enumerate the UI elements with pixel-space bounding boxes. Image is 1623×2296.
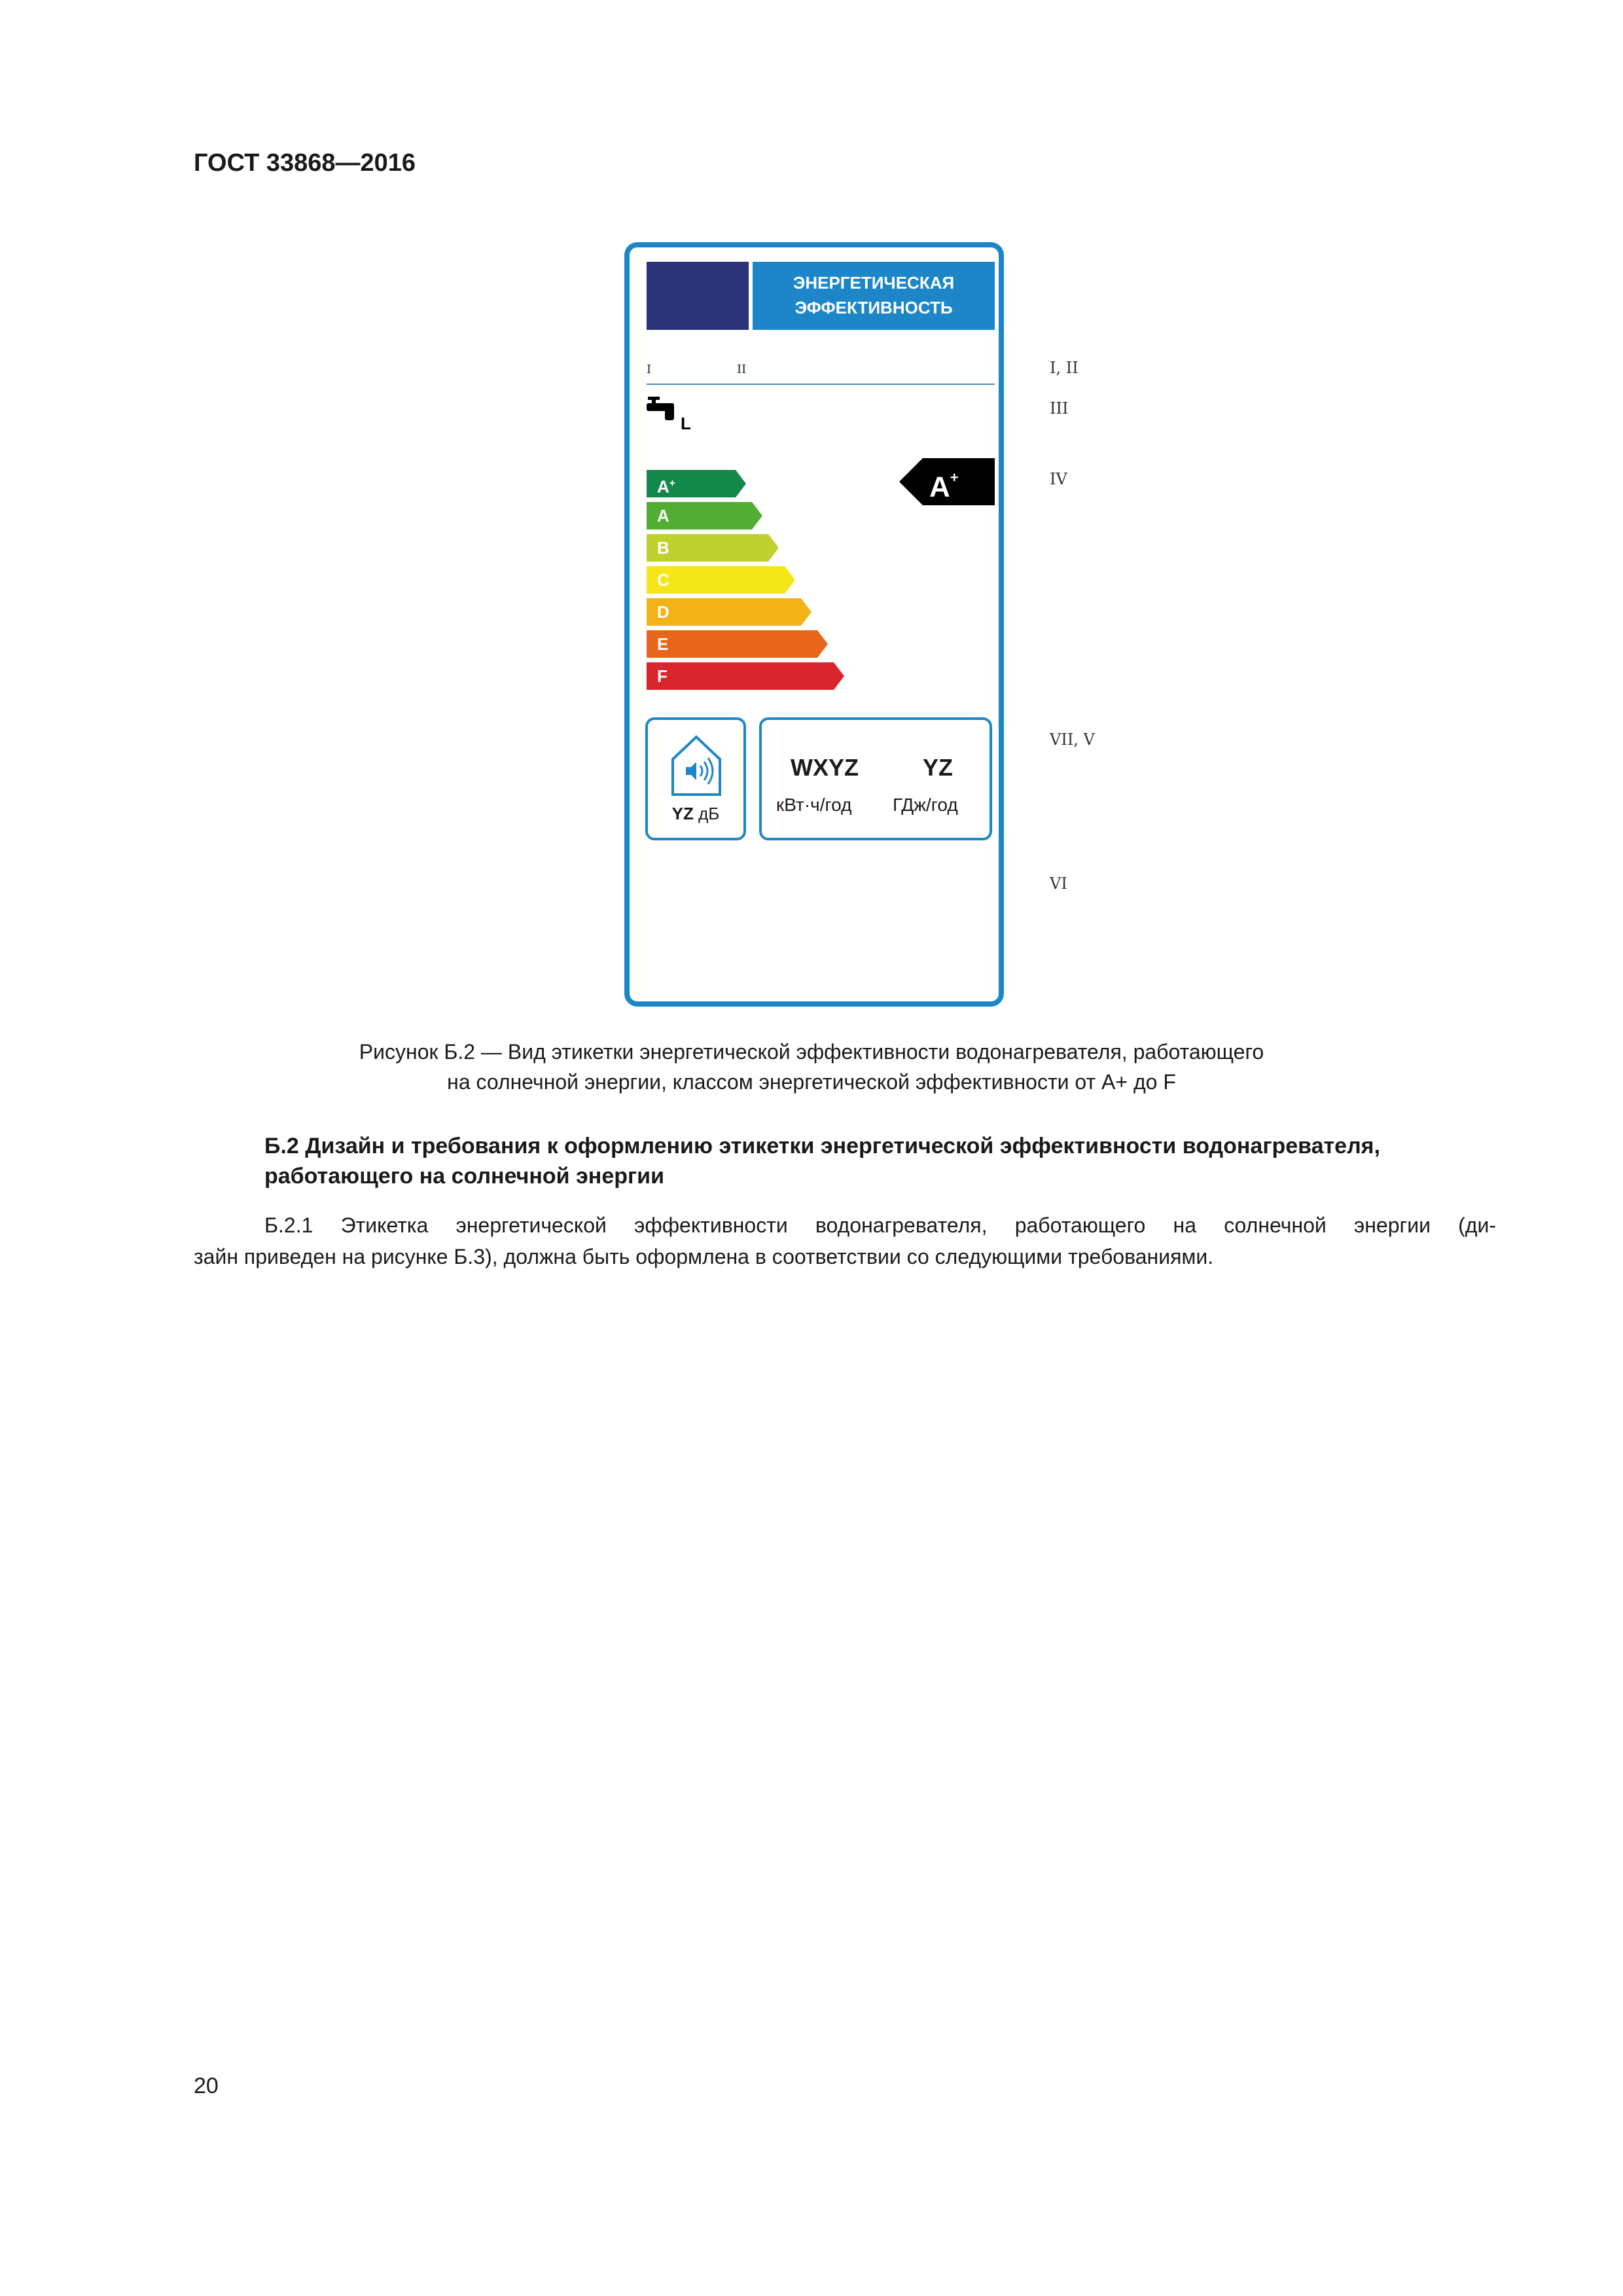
efficiency-bar [647, 534, 779, 562]
section-heading [264, 1131, 1508, 1191]
caption-line2: на солнечной энергии, классом энергетической эффективности от А+ до F [447, 1070, 1176, 1094]
document-header: ГОСТ 33868—2016 [194, 149, 416, 177]
label-title-line2: ЭФФЕКТИВНОСТЬ [794, 298, 953, 317]
page-number: 20 [194, 2073, 219, 2098]
efficiency-bar-label: F [657, 666, 668, 686]
heading-line2: работающего на солнечной энергии [264, 1164, 664, 1189]
efficiency-bar-label: A [657, 506, 669, 526]
efficiency-bar-label: A+ [657, 476, 676, 497]
side-ref-1: I, II [1050, 359, 1079, 377]
efficiency-bar-label: C [657, 570, 669, 590]
figure-caption [194, 1037, 1429, 1097]
side-ref-2: III [1050, 399, 1069, 418]
supplier-name-box [647, 262, 749, 330]
efficiency-bar [647, 470, 746, 497]
sound-house-icon [670, 734, 722, 797]
efficiency-bar-label: B [657, 538, 669, 558]
tick-label-i: I [647, 363, 652, 376]
load-profile-text: L [681, 414, 691, 433]
noise-box [645, 717, 746, 840]
annual-electricity-value: WXYZ [791, 754, 859, 781]
efficiency-bar [647, 598, 812, 626]
efficiency-bar-label: D [657, 602, 669, 622]
efficiency-bar [647, 662, 844, 690]
annual-fuel-unit: ГДж/год [893, 795, 958, 815]
label-divider-line [647, 384, 995, 385]
side-ref-4: VII, V [1050, 730, 1095, 749]
efficiency-bar-label: E [657, 634, 669, 654]
energy-label [624, 242, 1004, 1007]
energy-class-text: A+ [929, 469, 959, 503]
label-title-box [753, 262, 995, 330]
side-ref-5: VI [1050, 874, 1067, 893]
efficiency-bar [647, 566, 795, 594]
label-title-line1: ЭНЕРГЕТИЧЕСКАЯ [793, 273, 955, 293]
side-ref-3: IV [1050, 470, 1067, 488]
heading-line1: Б.2 Дизайн и требования к оформлению этикетки энергетической эффективности водонагревателя, [264, 1134, 1380, 1158]
paragraph-line2: зайн приведен на рисунке Б.3), должна быть оформлена в соответствии со следующими требованиями. [194, 1245, 1214, 1268]
noise-level: YZ дБ [671, 804, 720, 823]
energy-consumption-box [759, 717, 992, 840]
efficiency-bar [647, 502, 762, 529]
water-tap-icon [645, 393, 699, 433]
annual-fuel-value: YZ [923, 754, 954, 781]
caption-line1: Рисунок Б.2 — Вид этикетки энергетической эффективности водонагревателя, работающего [359, 1040, 1264, 1064]
efficiency-bar [647, 630, 828, 658]
tick-label-ii: II [737, 363, 747, 376]
paragraph-line1: Б.2.1 Этикетка энергетической эффективности водонагревателя, работающего на солнечной энергии (ди- [264, 1213, 1496, 1237]
annual-electricity-unit: кВт·ч/год [776, 795, 852, 815]
